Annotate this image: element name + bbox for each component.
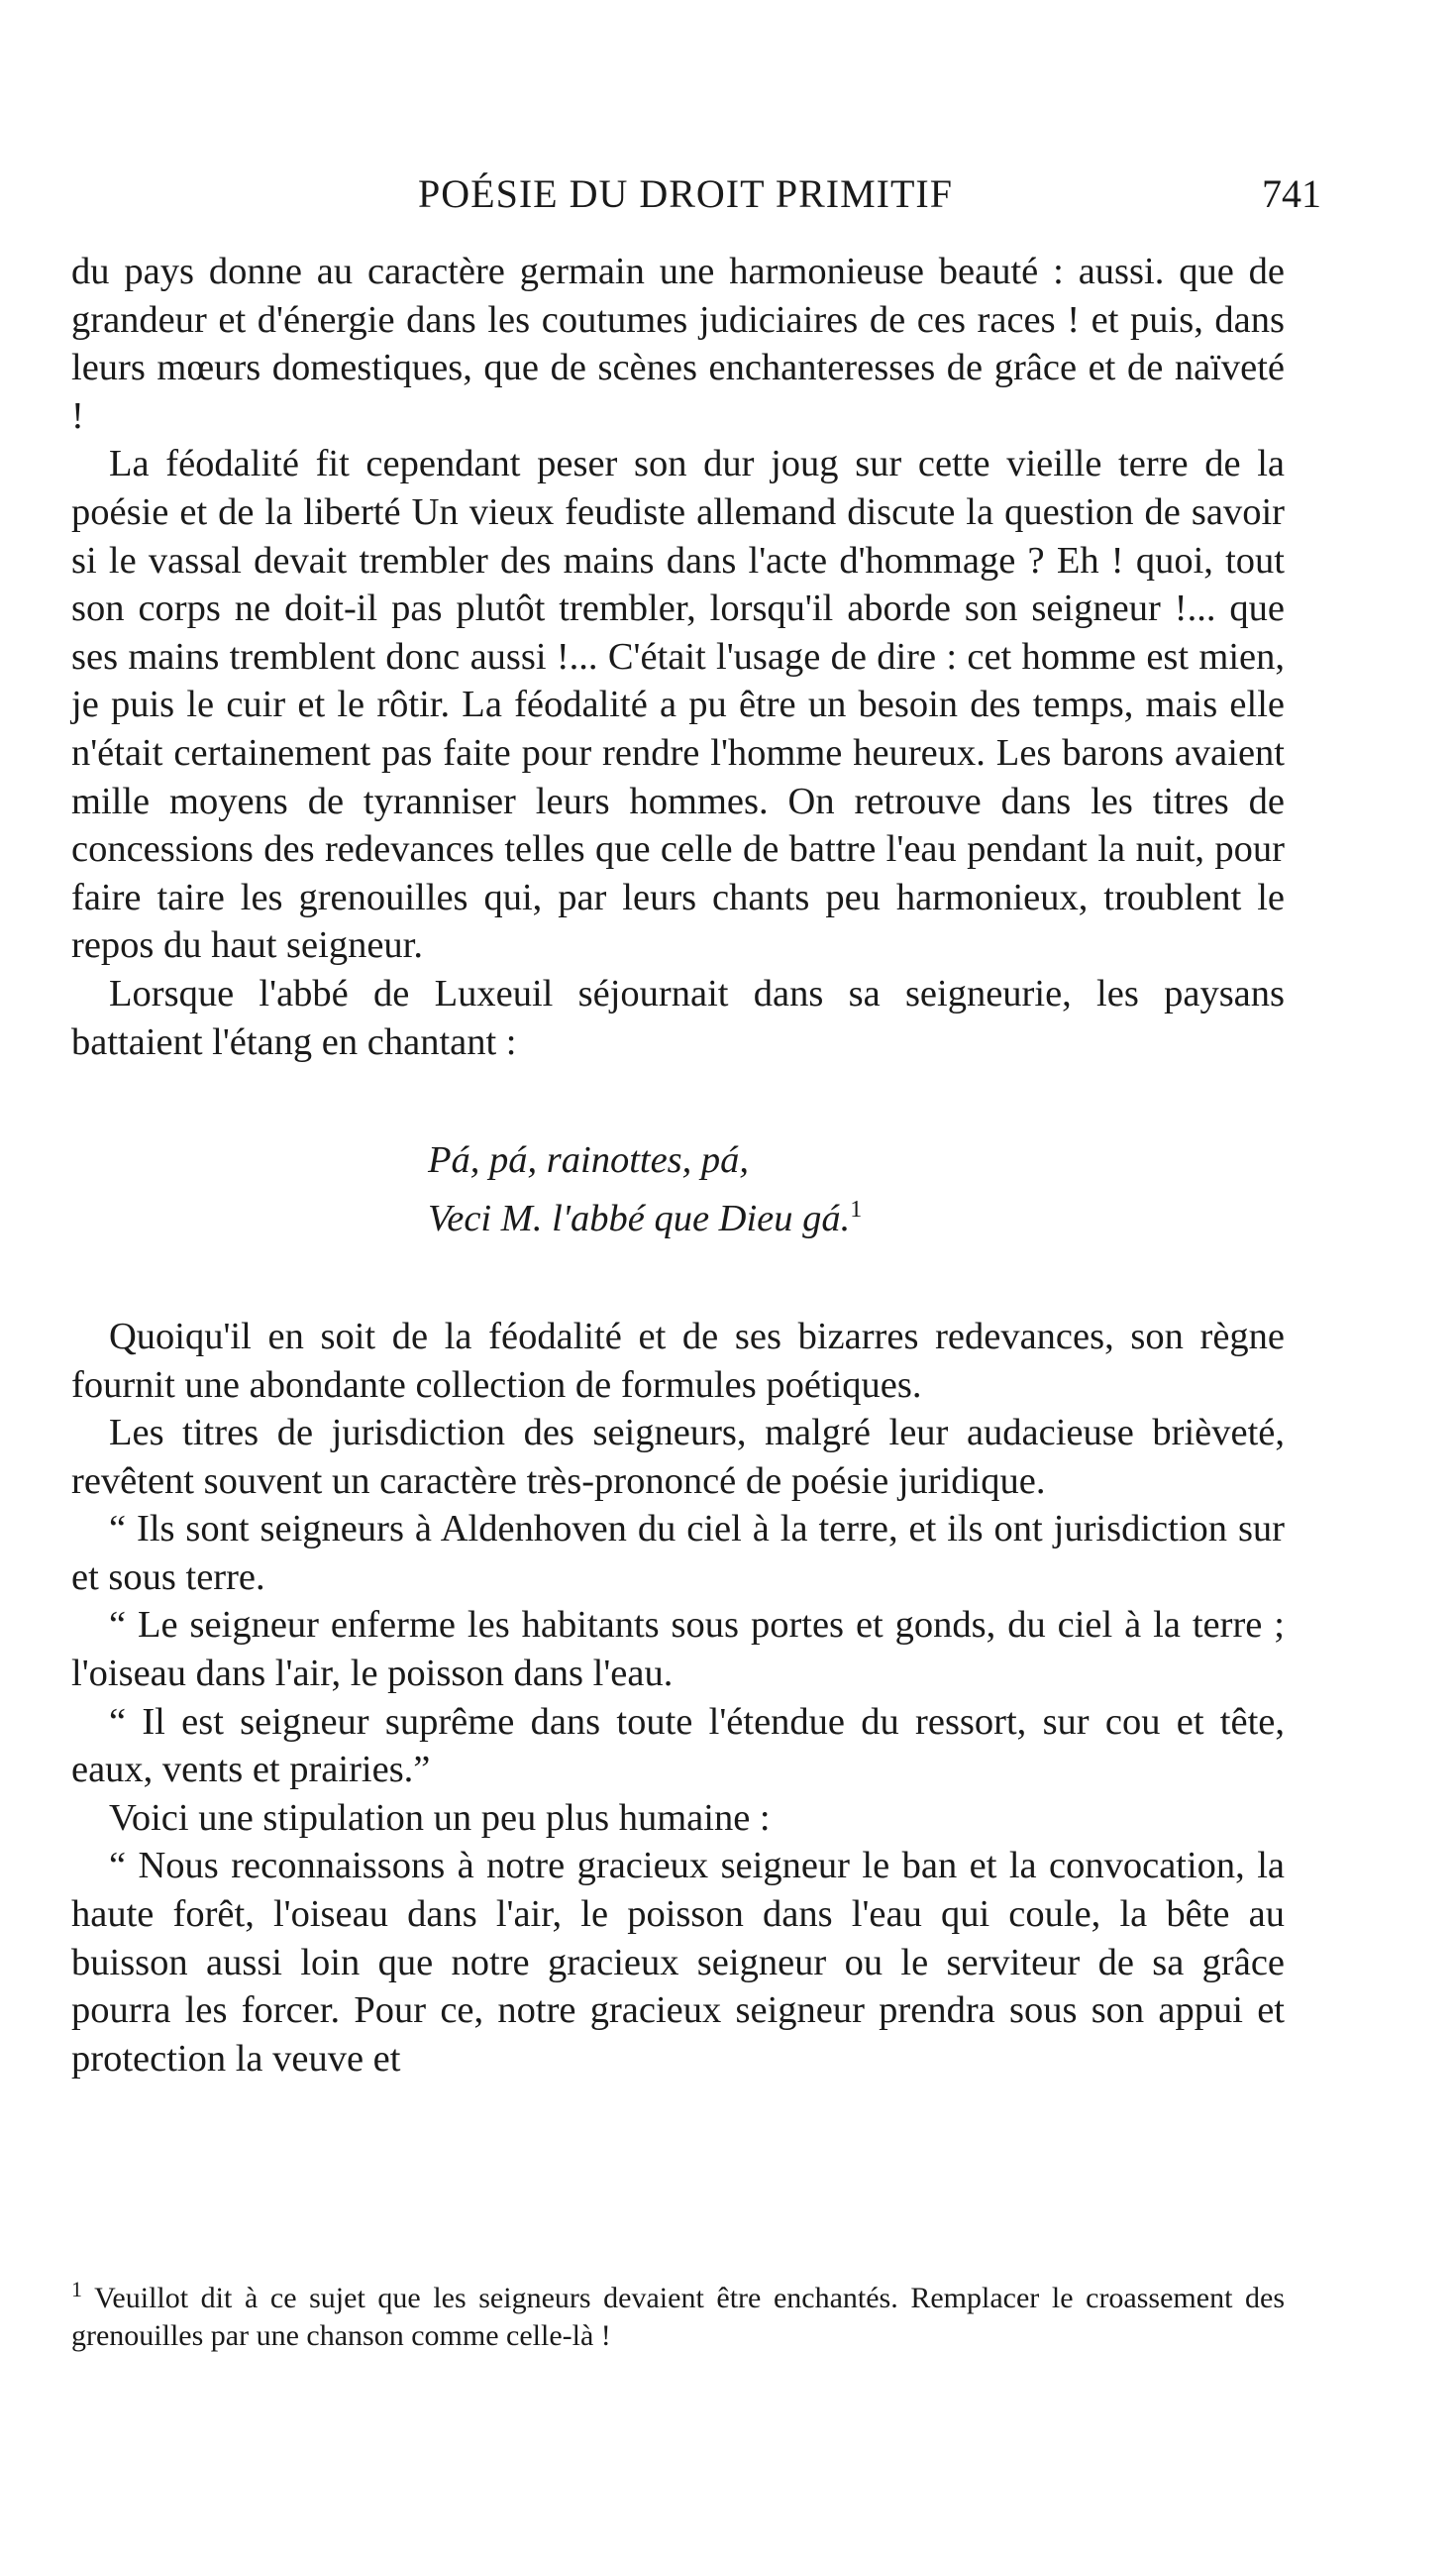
body-text (71, 248, 1285, 2083)
quote-paragraph: “ Il est seigneur suprême dans toute l'étendue du ressort, sur cou et tête, eaux, vents et prairies.” (71, 1700, 1285, 1791)
paragraph: Lorsque l'abbé de Luxeuil séjournait dans sa seigneurie, les paysans battaient l'étang en chantant : (71, 972, 1285, 1063)
footnote (71, 2271, 1285, 2355)
verse-line (428, 1185, 1285, 1243)
page-number: 741 (1262, 171, 1321, 216)
running-title: POÉSIE DU DROIT PRIMITIF (418, 171, 953, 216)
quote-paragraph: “ Le seigneur enferme les habitants sous portes et gonds, du ciel à la terre ; l'oiseau dans l'air, le poisson dans l'eau. (71, 1604, 1285, 1695)
footnote-marker: 1 (71, 2277, 82, 2301)
paragraph: Voici une stipulation un peu plus humaine : (109, 1796, 771, 1839)
quote-paragraph: “ Ils sont seigneurs à Aldenhoven du ciel à la terre, et ils ont jurisdiction sur et sous terre. (71, 1508, 1285, 1598)
running-head (71, 170, 1321, 220)
verse-line-text: Veci M. l'abbé que Dieu gá. (428, 1197, 851, 1239)
verse-line (428, 1135, 1285, 1185)
paragraph: Quoiqu'il en soit de la féodalité et de ses bizarres redevances, son règne fournit une abondante collection de formules poétiques. (71, 1315, 1285, 1406)
verse-quote (428, 1135, 1285, 1243)
verse-line-text: Pá, pá, rainottes, pá, (428, 1139, 750, 1182)
paragraph: La féodalité fit cependant peser son dur joug sur cette vieille terre de la poésie et de la liberté Un vieux feudiste allemand discute la question de savoir si le vassal devait trembler des mains dans l'acte d'hommage ? Eh ! quoi, tout son corps ne doit-il pas plutôt trembler, lorsqu'il aborde son seigneur !... que ses mains tremblent donc aussi !... C'était l'usage de dire : cet homme est mien, je puis le cuir et le rôtir. La féodalité a pu être un besoin des temps, mais elle n'était certainement pas faite pour rendre l'homme heureux. Les barons avaient mille moyens de tyranniser leurs hommes. On retrouve dans les titres de concessions des redevances telles que celle de battre l'eau pendant la nuit, pour faire taire les grenouilles qui, par leurs chants peu harmonieux, troublent le repos du haut seigneur. (71, 443, 1285, 967)
quote-paragraph: “ Nous reconnaissons à notre gracieux seigneur le ban et la convocation, la haute forêt, l'oiseau dans l'air, le poisson dans l'eau qui coule, la bête au buisson aussi loin que notre gracieux seigneur ou le serviteur de sa grâce pourra les forcer. Pour ce, notre gracieux seigneur prendra sous son appui et protection la veuve et (71, 1845, 1285, 2080)
paragraph: Les titres de jurisdiction des seigneurs, malgré leur audacieuse brièveté, revêtent souvent un caractère très-prononcé de poésie juridique. (71, 1412, 1285, 1502)
footnote-reference: 1 (850, 1197, 863, 1224)
paragraph-continued: du pays donne au caractère germain une harmonieuse beauté : aussi. que de grandeur et d'énergie dans les coutumes judiciaires de ces races ! et puis, dans leurs mœurs domestiques, que de scènes enchanteresses de grâce et de naïveté ! (71, 251, 1285, 437)
footnote-text: Veuillot dit à ce sujet que les seigneurs devaient être enchantés. Remplacer le croassement des grenouilles par une chanson comme celle-là ! (71, 2282, 1286, 2352)
